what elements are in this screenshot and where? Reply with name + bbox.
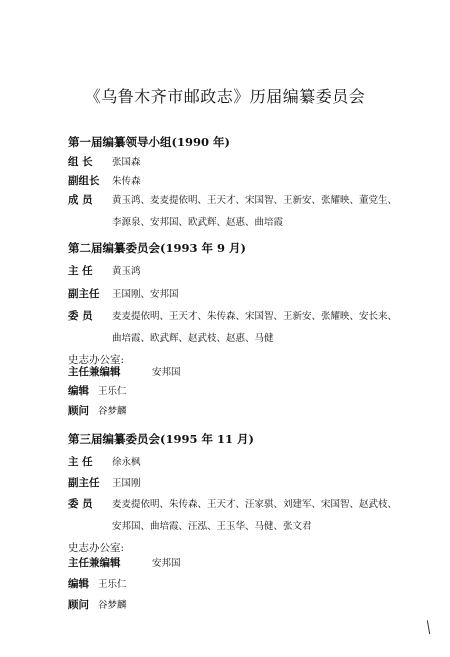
person-name: 徐永枫	[112, 457, 141, 468]
role-label: 编辑	[68, 385, 89, 397]
second-members-continuation: 曲培霞、欧武辉、赵武枝、赵惠、马健	[112, 333, 274, 344]
role-label: 委 员	[68, 498, 93, 510]
member-list: 麦麦提依明、王天才、朱传森、宋国智、王新安、张耀映、安长来、	[112, 311, 398, 322]
person-name: 谷梦麟	[98, 600, 127, 611]
role-label: 成 员	[68, 194, 93, 206]
role-label: 编辑	[68, 578, 89, 590]
person-name: 朱传森	[112, 176, 141, 187]
person-name: 王国刚、安邦国	[112, 289, 179, 300]
person-name: 王国刚	[112, 478, 141, 489]
role-label: 委 员	[68, 310, 93, 322]
third-members-continuation: 安邦国、曲培霞、汪泓、王玉华、马健、张文君	[112, 521, 312, 532]
person-name: 王乐仁	[98, 579, 127, 590]
person-name: 黄玉鸿	[112, 266, 141, 277]
second-office-heading: 史志办公室:	[68, 354, 125, 366]
role-label: 副主任	[68, 477, 100, 489]
third-committee-heading: 第三届编纂委员会(1995 年 11 月)	[68, 432, 254, 446]
second-committee-heading: 第二届编纂委员会(1993 年 9 月)	[68, 241, 246, 255]
person-name: 王乐仁	[98, 386, 127, 397]
person-name: 张国森	[112, 157, 141, 168]
role-label: 副主任	[68, 288, 100, 300]
person-name: 安邦国	[152, 367, 181, 378]
page-title: 《乌鲁木齐市邮政志》历届编纂委员会	[84, 87, 366, 106]
role-label: 顾问	[68, 599, 89, 611]
person-name: 安邦国	[152, 558, 181, 569]
person-name: 谷梦麟	[98, 406, 127, 417]
scan-mark	[427, 620, 432, 634]
role-label: 主任兼编辑	[68, 366, 121, 378]
first-committee-heading: 第一届编纂领导小组(1990 年)	[68, 135, 230, 149]
role-label: 组 长	[68, 156, 93, 168]
role-label: 主任兼编辑	[68, 557, 121, 569]
first-members-continuation: 李源泉、安邦国、欧武辉、赵惠、曲培霞	[112, 217, 284, 228]
third-office-heading: 史志办公室:	[68, 542, 125, 554]
role-label: 主 任	[68, 265, 93, 277]
role-label: 副组长	[68, 175, 100, 187]
member-list: 麦麦提依明、朱传森、王天才、汪家骐、刘建军、宋国智、赵武枝、	[112, 499, 398, 510]
role-label: 主 任	[68, 456, 93, 468]
role-label: 顾问	[68, 405, 89, 417]
member-list: 黄玉鸿、麦麦提依明、王天才、宋国智、王新安、张耀映、董党生、	[112, 195, 398, 206]
